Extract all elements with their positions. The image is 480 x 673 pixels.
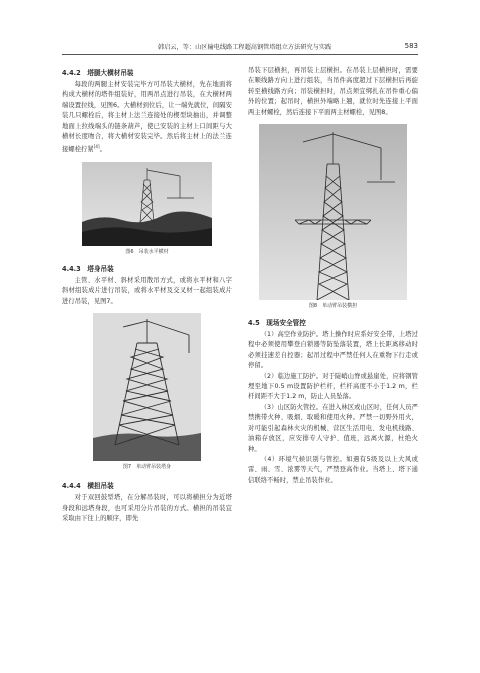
section-4-4-2-text	[62, 80, 232, 156]
safety-item-1: （1）高空作业防护。塔上操作时应系好安全带，上塔过程中必须使用攀登自锁器等防坠落装置，塔上长距离移动时必须挂速差自控器；起吊过程中严禁任何人在重物下行走或停留。	[248, 331, 418, 370]
figure-7-photo	[93, 313, 201, 461]
page-number: 583	[404, 42, 418, 50]
figure-8	[248, 124, 418, 310]
figure-8-caption: 图8 单动臂吊装横担	[308, 303, 358, 310]
section-4-4-4-title: 4.4.4 横担吊装	[62, 482, 114, 491]
figure-6-photo	[82, 162, 212, 246]
section-4-4-4-text: 对于双回鼓型塔，在分解吊装时，可以将横担分为近塔身段和远塔身段，也可采用分片吊装的方式。横担的吊装宜采取由下往上的顺序，即先	[62, 494, 232, 522]
section-4-4-3-text: 主管、水平材、斜材采用散吊方式，或将水平材和八字斜材组装成片进行吊装，或将水平材及交叉材一起组装成片进行吊装，见图7。	[62, 276, 232, 305]
section-4-4-2-title: 4.4.2 塔腿大横材吊装	[62, 69, 134, 77]
running-title: 韩启云，等：山区输电线路工程超高钢管塔组立方法研究与实践	[158, 44, 332, 51]
right-column	[248, 66, 418, 486]
left-column	[62, 66, 232, 524]
figure-6-caption: 图6 吊装水平横材	[125, 248, 169, 255]
safety-item-3: （3）山区防火管控。在进入林区或山区时，任何人员严禁携带火种、吸烟、取暖和使用火种。严禁一切野外用火，对可能引起森林火灾的机械、营区生活用电、发电机线路、油箱存放区，应安排专人守护、值班，远离火源，杜绝火种。	[248, 403, 418, 453]
section-4-4-3-title: 4.4.3 塔身吊装	[62, 264, 114, 273]
section-4-4-4-continued: 吊装下层横担，再吊装上层横担。在吊装上层横担时，需要在顺线路方向上进行组装，当吊件高度超过下层横担后再旋转至横线路方向；吊装横担时，吊点须宜绑扎在吊件重心偏外的位置；起吊时，横担外端略上翘，就位时先连接上平面两主材螺栓，然后连接下平面两主材螺栓，见图8。	[248, 67, 418, 116]
section-4-4-2-body: 每段的两腿主材安装完毕方可吊装大横材，先在地面将构成大横材的塔件组装好，用两吊点进行吊装，在大横材两端设置拉线，见图6。大横材到位后，让一端先就位，间隔安装几只螺栓后，将主材上法兰连接处的楔型块抽出，并调整地面上拉线端头的链条葫芦，使已安装的主材上口间距与大横材长度吻合，将大横材安装完毕。然后将主材上的法兰连接螺栓拧紧	[62, 81, 232, 154]
section-4-5-title: 4.5 现场安全管控	[248, 319, 306, 328]
figure-8-photo	[259, 124, 407, 300]
running-header	[62, 42, 418, 55]
figure-7	[62, 313, 232, 471]
figure-6	[62, 162, 232, 256]
safety-item-4: （4）环境气候识别与管控。如遇有5级及以上大风或雷、雨、雪、浓雾等天气，严禁登高作业。当塔上、塔下通信联络不畅时，禁止吊装作业。	[248, 455, 418, 484]
section-4-4-2-end: 。	[99, 146, 106, 154]
safety-item-2: （2）临边施工防护。对于陡峭山脊或悬崖处，应将钢管埋至地下0.5 m设置防护栏杆，栏杆高度不小于1.2 m，栏杆间距不大于1.2 m，防止人员坠落。	[248, 372, 418, 401]
citation-ref: [4]	[93, 144, 100, 150]
figure-7-caption: 图7 单动臂吊装塔身	[122, 464, 172, 471]
